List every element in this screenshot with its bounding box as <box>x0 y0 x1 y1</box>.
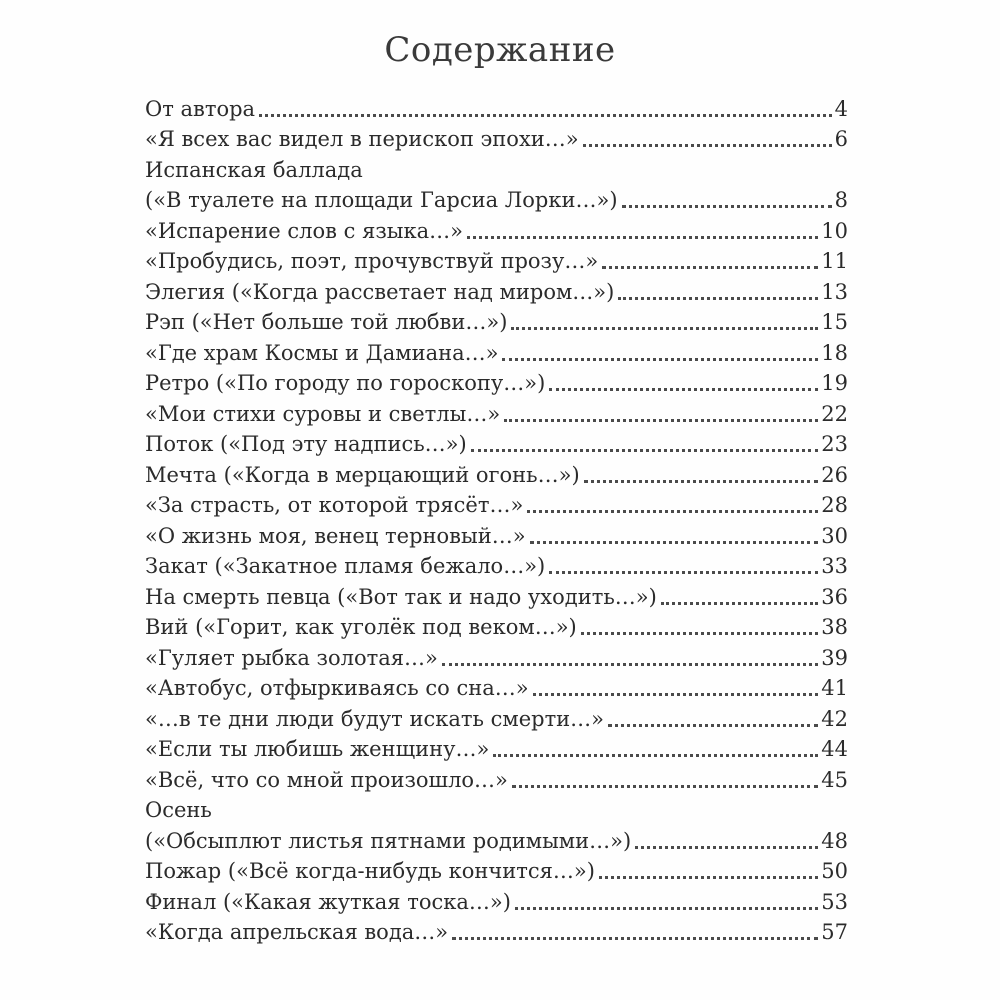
toc-entry-page-number: 48 <box>821 828 848 853</box>
toc-entry-title: Рэп («Нет больше той любви…») <box>145 310 508 334</box>
toc-entry-title: «Я всех вас видел в перископ эпохи…» <box>145 127 579 151</box>
toc-entry-title: «Автобус, отфыркиваясь со сна…» <box>145 676 529 700</box>
toc-entry-page-number: 18 <box>821 340 848 365</box>
toc-entry-title: «Если ты любишь женщину…» <box>145 737 490 761</box>
toc-entry-page-number: 6 <box>834 127 848 151</box>
toc-entry-title: Испанская баллада <box>145 157 363 182</box>
toc-entry <box>145 885 848 916</box>
toc-entry-page-number: 38 <box>821 615 848 639</box>
toc-entry <box>145 672 848 703</box>
dot-leader <box>452 937 818 940</box>
toc-entry-page-number: 4 <box>834 96 848 121</box>
toc-entry <box>145 306 848 337</box>
dot-leader <box>511 327 818 330</box>
toc-entry <box>145 519 848 550</box>
toc-entry-page-number: 33 <box>821 554 848 578</box>
toc-entry-page-number: 57 <box>821 920 848 944</box>
dot-leader <box>467 236 818 239</box>
toc-entry-page-number: 53 <box>821 889 848 914</box>
toc-entry-page-number: 11 <box>821 249 848 273</box>
toc-entry-page-number: 23 <box>821 432 848 456</box>
toc-entry <box>145 550 848 581</box>
toc-entry-page-number: 41 <box>821 676 848 700</box>
dot-leader <box>504 419 818 422</box>
toc-entry <box>145 855 848 886</box>
toc-entry <box>145 367 848 398</box>
toc-entry-title: Пожар («Всё когда-нибудь кончится…») <box>145 859 595 883</box>
toc-entry-page-number: 15 <box>821 310 848 334</box>
dot-leader <box>584 480 819 483</box>
toc-entry <box>145 763 848 794</box>
toc-entry <box>145 184 848 215</box>
toc-entry <box>145 824 848 855</box>
toc-entry-title: «Мои стихи суровы и светлы…» <box>145 401 501 426</box>
toc-entry <box>145 214 848 245</box>
toc-entry-title: Закат («Закатное пламя бежало…») <box>145 554 546 578</box>
dot-leader <box>661 602 818 605</box>
toc-entry <box>145 428 848 459</box>
toc-entry-page-number: 39 <box>821 645 848 670</box>
toc-entry-page-number: 28 <box>821 493 848 517</box>
toc-entry <box>145 245 848 276</box>
toc-entry-title: «Гуляет рыбка золотая…» <box>145 645 438 670</box>
toc-entry-title: «Всё, что со мной произошло…» <box>145 767 508 792</box>
toc-entry-title: («В туалете на площади Гарсиа Лорки…») <box>145 188 618 212</box>
table-of-contents <box>145 92 848 946</box>
toc-entry-title: Финал («Какая жуткая тоска…») <box>145 889 511 914</box>
toc-entry-page-number: 22 <box>821 401 848 426</box>
dot-leader <box>618 297 818 300</box>
dot-leader <box>530 541 819 544</box>
dot-leader <box>512 785 818 788</box>
toc-entry-title: Элегия («Когда рассветает над миром…») <box>145 279 615 304</box>
dot-leader <box>533 693 819 696</box>
toc-entry-page-number: 10 <box>821 218 848 243</box>
toc-entry-title: «…в те дни люди будут искать смерти…» <box>145 706 605 731</box>
dot-leader <box>259 114 832 117</box>
page-title: Содержание <box>384 30 616 70</box>
toc-entry-title: Ретро («По городу по гороскопу…») <box>145 371 546 395</box>
toc-entry-title: «Когда апрельская вода…» <box>145 920 449 944</box>
toc-entry-page-number: 45 <box>821 767 848 792</box>
toc-entry-title: «Пробудись, поэт, прочувствуй прозу…» <box>145 249 599 273</box>
toc-entry <box>145 702 848 733</box>
dot-leader <box>549 388 818 391</box>
toc-entry <box>145 92 848 123</box>
toc-entry <box>145 580 848 611</box>
toc-entry-title: Поток («Под эту надпись…») <box>145 432 467 456</box>
toc-entry-page-number: 42 <box>821 706 848 731</box>
toc-entry <box>145 123 848 154</box>
toc-entry-title: Мечта («Когда в мерцающий огонь…») <box>145 462 580 487</box>
dot-leader <box>493 754 818 757</box>
dot-leader <box>599 876 818 879</box>
dot-leader <box>608 724 818 727</box>
toc-entry <box>145 458 848 489</box>
toc-entry-page-number: 44 <box>821 737 848 761</box>
dot-leader <box>602 266 818 269</box>
dot-leader <box>502 358 818 361</box>
toc-entry <box>145 733 848 764</box>
toc-entry-title: «Где храм Космы и Дамиана…» <box>145 340 499 365</box>
toc-entry-title: Вий («Горит, как уголёк под веком…») <box>145 615 577 639</box>
toc-entry-title: «Испарение слов с языка…» <box>145 218 463 243</box>
toc-entry <box>145 916 848 947</box>
dot-leader <box>527 510 818 513</box>
dot-leader <box>583 144 832 147</box>
toc-entry <box>145 489 848 520</box>
dot-leader <box>442 663 818 666</box>
dot-leader <box>515 907 818 910</box>
toc-entry <box>145 611 848 642</box>
toc-entry <box>145 275 848 306</box>
toc-entry <box>145 397 848 428</box>
toc-entry-page-number: 30 <box>821 523 848 548</box>
toc-entry-title: На смерть певца («Вот так и надо уходить…») <box>145 584 657 609</box>
toc-entry-page-number: 50 <box>821 859 848 883</box>
toc-entry-title: («Обсыплют листья пятнами родимыми…») <box>145 828 632 853</box>
dot-leader <box>622 205 832 208</box>
toc-entry-title: «За страсть, от которой трясёт…» <box>145 493 524 517</box>
dot-leader <box>581 632 819 635</box>
toc-entry <box>145 794 848 825</box>
toc-entry-title: От автора <box>145 96 256 121</box>
toc-entry-page-number: 36 <box>821 584 848 609</box>
toc-entry-page-number: 8 <box>834 188 848 212</box>
toc-entry-page-number: 13 <box>821 279 848 304</box>
toc-entry <box>145 153 848 184</box>
toc-entry-page-number: 19 <box>821 371 848 395</box>
toc-entry-page-number: 26 <box>821 462 848 487</box>
dot-leader <box>471 449 819 452</box>
dot-leader <box>549 571 818 574</box>
dot-leader <box>635 846 818 849</box>
toc-entry-title: «О жизнь моя, венец терновый…» <box>145 523 526 548</box>
toc-entry <box>145 641 848 672</box>
toc-entry-title: Осень <box>145 798 212 822</box>
toc-entry <box>145 336 848 367</box>
